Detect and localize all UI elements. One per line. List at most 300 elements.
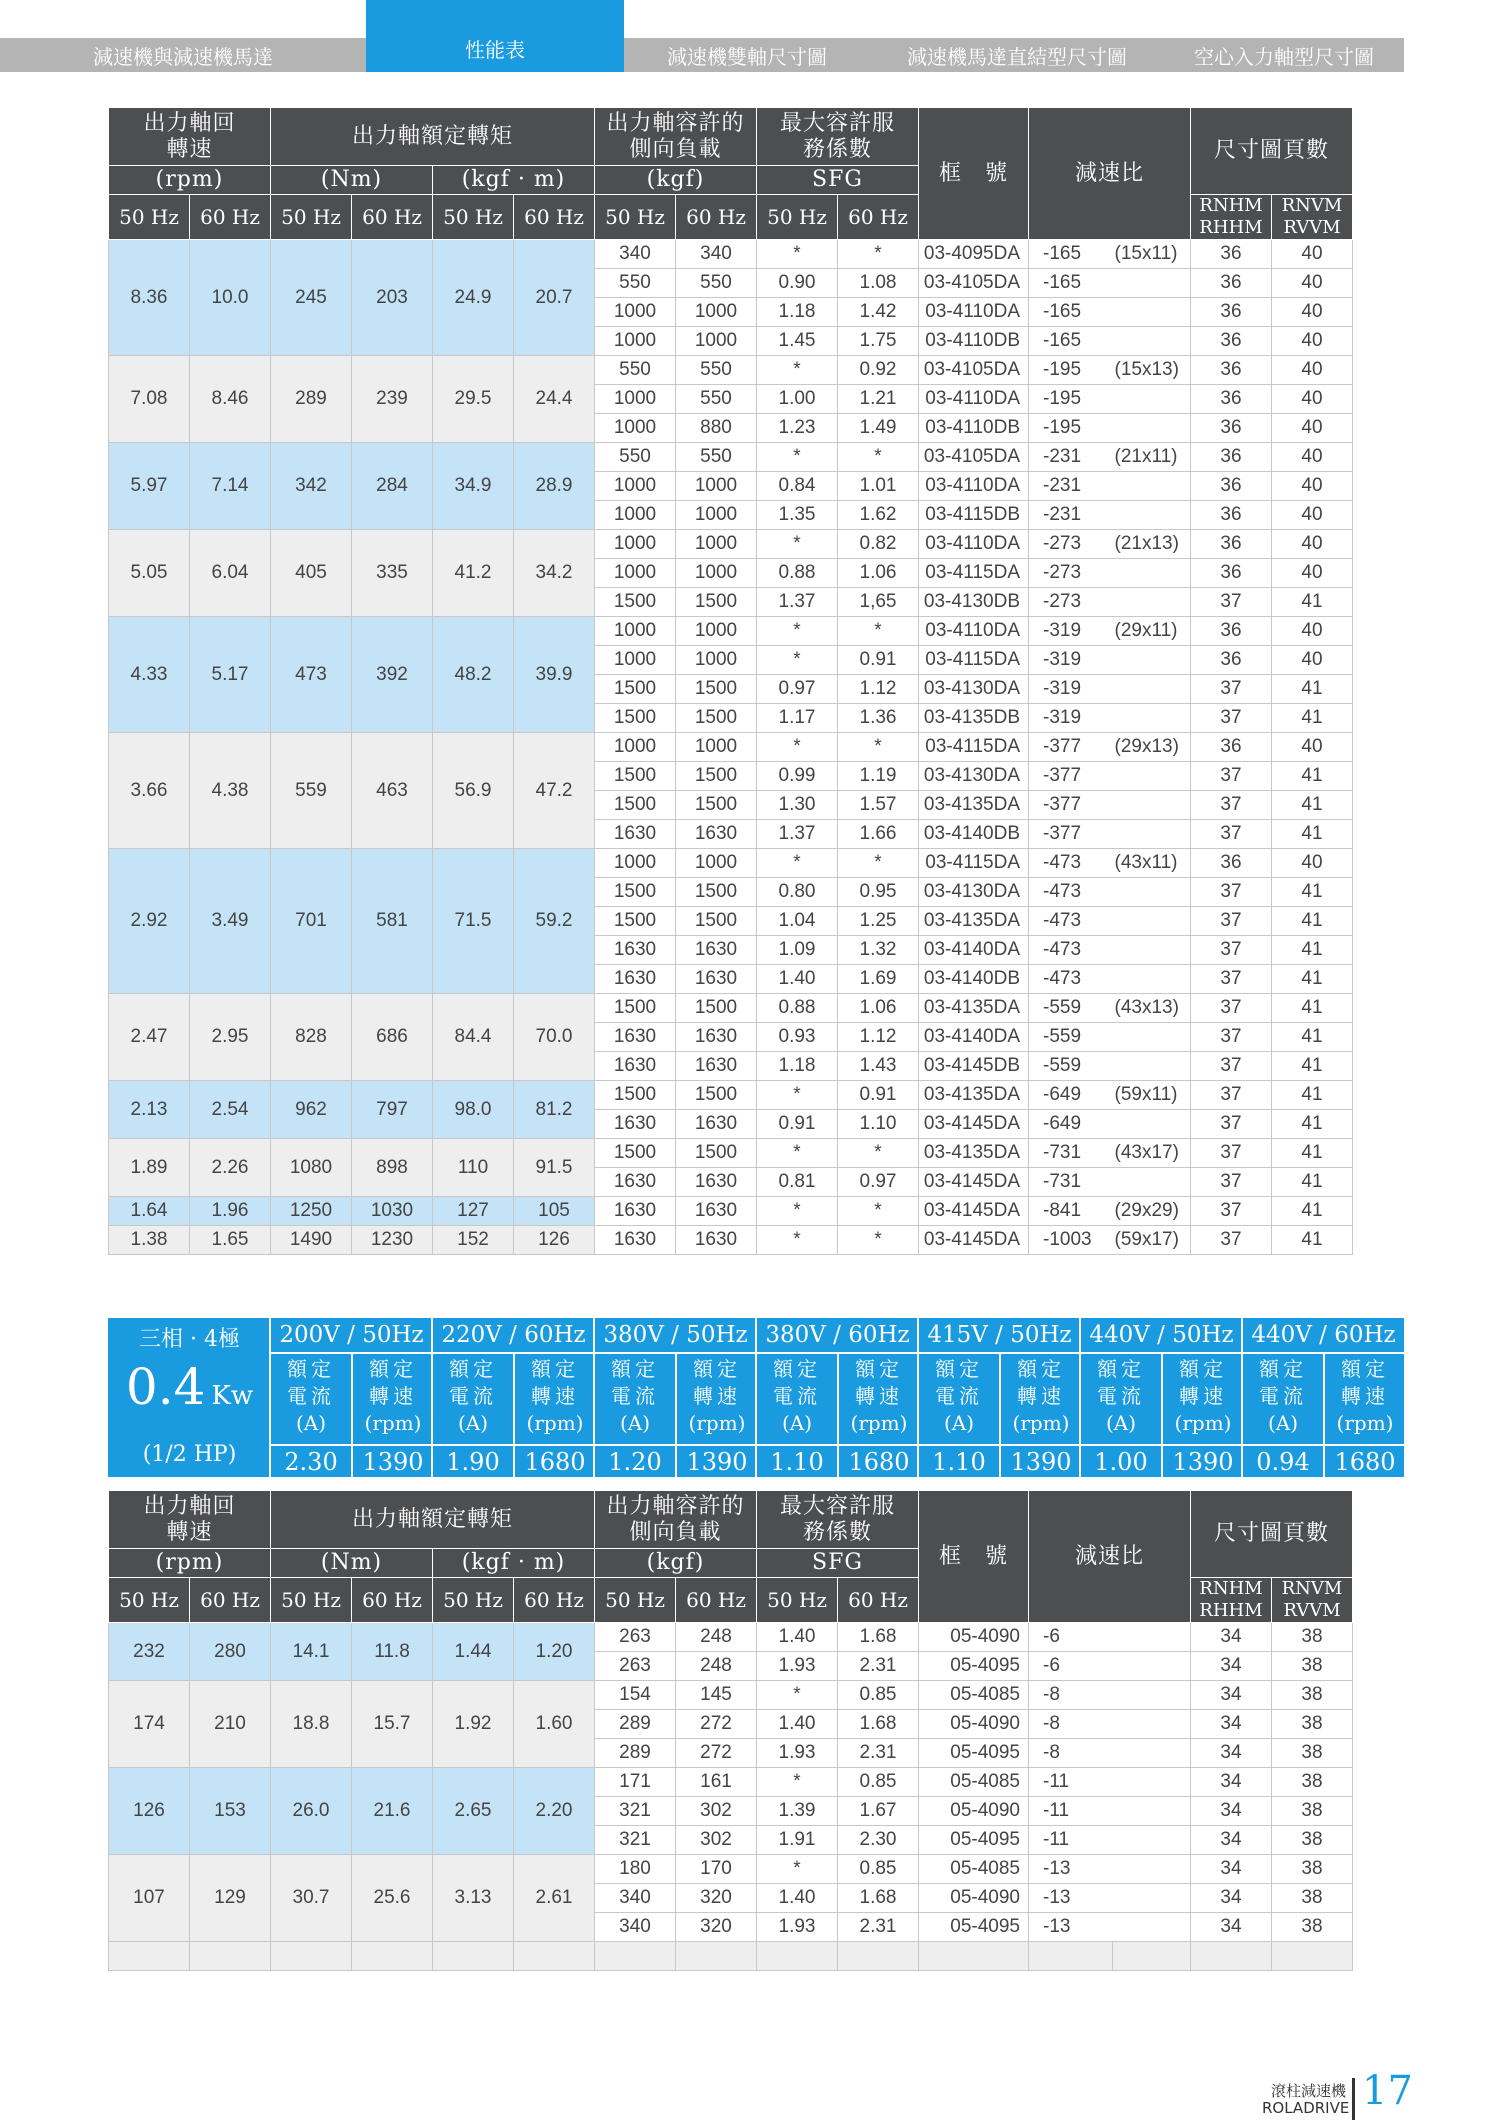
cell-1: 302 — [676, 1826, 757, 1855]
tab-1[interactable]: 減速機與減速機馬達 — [93, 45, 273, 69]
group-t60: 203 — [352, 240, 433, 356]
cell-2: * — [757, 443, 838, 472]
cell-0: 1500 — [595, 1081, 676, 1110]
group-t60: 11.8 — [352, 1623, 433, 1681]
cell-8: 40 — [1272, 617, 1353, 646]
header-hz50: 50 Hz — [271, 195, 352, 240]
cell-6 — [1113, 1826, 1191, 1855]
cell-1: 1500 — [676, 675, 757, 704]
header-hz50: 50 Hz — [433, 1578, 514, 1623]
cell-5: -195 — [1029, 356, 1113, 385]
cell-5: -13 — [1029, 1913, 1113, 1942]
current-value: 1.00 — [1081, 1444, 1161, 1479]
cell-7: 34 — [1191, 1652, 1272, 1681]
cell-3: 1.66 — [838, 820, 919, 849]
cell-8: 40 — [1272, 414, 1353, 443]
cell-4: 03-4145DA — [919, 1110, 1029, 1139]
speed-header — [1163, 1354, 1243, 1442]
group-s50: 2.13 — [109, 1081, 190, 1139]
cell-8: 41 — [1272, 1023, 1353, 1052]
current-label: 額定電流 — [611, 1357, 659, 1408]
cell-2: 1.40 — [757, 965, 838, 994]
voltage-label: 440V / 50Hz — [1081, 1318, 1242, 1354]
group-k50: 24.9 — [433, 240, 514, 356]
cell-8: 40 — [1272, 240, 1353, 269]
cell-6: (15x13) — [1113, 356, 1191, 385]
cell-6 — [1113, 1052, 1191, 1081]
cell-5: -473 — [1029, 936, 1113, 965]
tab-3[interactable]: 減速機雙軸尺寸圖 — [667, 45, 827, 69]
speed-label: 額定轉速 — [1017, 1357, 1065, 1408]
cell-3: 0.85 — [838, 1681, 919, 1710]
cell-1: 550 — [676, 385, 757, 414]
cell-4: 03-4110DA — [919, 530, 1029, 559]
cell-7: 37 — [1191, 675, 1272, 704]
cell-5: -1003 — [1029, 1226, 1113, 1255]
group-k50: 41.2 — [433, 530, 514, 617]
rpm-unit: (rpm) — [850, 1411, 908, 1435]
cell-0: 154 — [595, 1681, 676, 1710]
cell-8: 41 — [1272, 965, 1353, 994]
cell-6: (15x11) — [1113, 240, 1191, 269]
group-t60: 239 — [352, 356, 433, 443]
cell-7: 37 — [1191, 878, 1272, 907]
group-s50: 8.36 — [109, 240, 190, 356]
cell-6 — [1113, 414, 1191, 443]
cell-5: -195 — [1029, 385, 1113, 414]
cell-2: 1.17 — [757, 704, 838, 733]
speed-value: 1680 — [1325, 1444, 1405, 1479]
cell-4: 03-4095DA — [919, 240, 1029, 269]
cell-1: 1000 — [676, 501, 757, 530]
group-k50: 98.0 — [433, 1081, 514, 1139]
voltage-column — [269, 1318, 432, 1477]
table-row — [109, 240, 1353, 269]
cell-5: -273 — [1029, 559, 1113, 588]
cell-5: -273 — [1029, 588, 1113, 617]
cell-2: 0.97 — [757, 675, 838, 704]
cell-1: 1000 — [676, 849, 757, 878]
cell-8: 40 — [1272, 356, 1353, 385]
cell-1: 161 — [676, 1768, 757, 1797]
cell-6 — [1113, 1681, 1191, 1710]
cell-7: 34 — [1191, 1855, 1272, 1884]
cell-8: 41 — [1272, 704, 1353, 733]
group-k50: 84.4 — [433, 994, 514, 1081]
cell-1: 1630 — [676, 1052, 757, 1081]
cell-4: 03-4115DA — [919, 559, 1029, 588]
group-k50: 1.92 — [433, 1681, 514, 1768]
table-row-blank — [109, 1942, 1353, 1971]
cell-7: 36 — [1191, 298, 1272, 327]
cell-2: * — [757, 240, 838, 269]
cell-4: 03-4130DB — [919, 588, 1029, 617]
cell-6 — [1113, 675, 1191, 704]
cell-3: 1.32 — [838, 936, 919, 965]
cell-6: (29x11) — [1113, 617, 1191, 646]
group-k50: 29.5 — [433, 356, 514, 443]
cell-2: 1.30 — [757, 791, 838, 820]
cell-0: 263 — [595, 1652, 676, 1681]
cell-3: 1.10 — [838, 1110, 919, 1139]
table-row — [109, 1855, 1353, 1884]
speed-value: 1390 — [677, 1444, 757, 1479]
cell-6 — [1113, 965, 1191, 994]
amp-unit: (A) — [943, 1411, 975, 1435]
cell-6 — [1113, 1913, 1191, 1942]
cell-1: 1500 — [676, 588, 757, 617]
cell-4: 05-4095 — [919, 1913, 1029, 1942]
cell-0: 263 — [595, 1623, 676, 1652]
cell-0: 1500 — [595, 791, 676, 820]
brand-zh: 滾柱減速機 — [1270, 2082, 1346, 2100]
cell-6 — [1113, 1797, 1191, 1826]
speed-value: 1390 — [353, 1444, 433, 1479]
cell-8: 41 — [1272, 1197, 1353, 1226]
cell-2: * — [757, 733, 838, 762]
empty-cell — [757, 1942, 838, 1971]
cell-0: 1000 — [595, 559, 676, 588]
cell-8: 41 — [1272, 762, 1353, 791]
cell-1: 1500 — [676, 994, 757, 1023]
cell-4: 05-4095 — [919, 1826, 1029, 1855]
cell-2: * — [757, 1081, 838, 1110]
cell-8: 38 — [1272, 1623, 1353, 1652]
cell-5: -377 — [1029, 791, 1113, 820]
table-row — [109, 1139, 1353, 1168]
table-row — [109, 617, 1353, 646]
cell-1: 1000 — [676, 733, 757, 762]
cell-8: 40 — [1272, 646, 1353, 675]
empty-cell — [1191, 1942, 1272, 1971]
cell-5: -8 — [1029, 1739, 1113, 1768]
cell-1: 1500 — [676, 878, 757, 907]
cell-4: 05-4095 — [919, 1652, 1029, 1681]
cell-3: 0.95 — [838, 878, 919, 907]
empty-cell — [1272, 1942, 1353, 1971]
cell-1: 1630 — [676, 820, 757, 849]
empty-cell — [433, 1942, 514, 1971]
group-t50: 30.7 — [271, 1855, 352, 1942]
tab-5[interactable]: 空心入力軸型尺寸圖 — [1194, 45, 1374, 69]
voltage-column — [431, 1318, 594, 1477]
cell-1: 880 — [676, 414, 757, 443]
cell-2: 1.93 — [757, 1739, 838, 1768]
group-s50: 1.38 — [109, 1226, 190, 1255]
cell-4: 03-4110DB — [919, 414, 1029, 443]
group-s60: 5.17 — [190, 617, 271, 733]
cell-0: 1630 — [595, 1226, 676, 1255]
cell-1: 1500 — [676, 907, 757, 936]
cell-1: 1500 — [676, 762, 757, 791]
cell-4: 03-4140DA — [919, 1023, 1029, 1052]
cell-5: -319 — [1029, 675, 1113, 704]
group-t50: 405 — [271, 530, 352, 617]
header-hz50: 50 Hz — [595, 1578, 676, 1623]
rpm-unit: (rpm) — [1174, 1411, 1232, 1435]
cell-8: 38 — [1272, 1913, 1353, 1942]
cell-3: 1.21 — [838, 385, 919, 414]
cell-6 — [1113, 327, 1191, 356]
cell-6 — [1113, 878, 1191, 907]
cell-4: 03-4115DB — [919, 501, 1029, 530]
cell-3: 1.75 — [838, 327, 919, 356]
group-k60: 39.9 — [514, 617, 595, 733]
tab-4[interactable]: 減速機馬達直結型尺寸圖 — [907, 45, 1127, 69]
cell-7: 36 — [1191, 356, 1272, 385]
group-t60: 797 — [352, 1081, 433, 1139]
speed-label: 額定轉速 — [855, 1357, 903, 1408]
motor-phase: 三相 · 4極 — [139, 1327, 240, 1352]
cell-2: 0.90 — [757, 269, 838, 298]
cell-6 — [1113, 1739, 1191, 1768]
cell-8: 40 — [1272, 385, 1353, 414]
cell-8: 41 — [1272, 1139, 1353, 1168]
group-t50: 14.1 — [271, 1623, 352, 1681]
cell-2: 0.88 — [757, 559, 838, 588]
cell-4: 03-4105DA — [919, 269, 1029, 298]
cell-1: 1630 — [676, 1168, 757, 1197]
table-row — [109, 1226, 1353, 1255]
speed-header — [1001, 1354, 1081, 1442]
cell-1: 320 — [676, 1884, 757, 1913]
empty-cell — [919, 1942, 1029, 1971]
nav-tabs — [0, 38, 1404, 72]
cell-0: 321 — [595, 1797, 676, 1826]
cell-3: 1.42 — [838, 298, 919, 327]
header-hz60: 60 Hz — [838, 195, 919, 240]
group-s50: 174 — [109, 1681, 190, 1768]
cell-6: (59x11) — [1113, 1081, 1191, 1110]
table-row — [109, 1081, 1353, 1110]
group-t60: 392 — [352, 617, 433, 733]
group-s60: 7.14 — [190, 443, 271, 530]
table-row — [109, 1681, 1353, 1710]
cell-2: 1.18 — [757, 1052, 838, 1081]
group-t50: 473 — [271, 617, 352, 733]
voltage-label: 380V / 50Hz — [595, 1318, 756, 1354]
cell-0: 1000 — [595, 472, 676, 501]
cell-4: 03-4110DA — [919, 472, 1029, 501]
header-hz50: 50 Hz — [109, 195, 190, 240]
cell-0: 1000 — [595, 849, 676, 878]
table-row — [109, 443, 1353, 472]
cell-4: 03-4135DB — [919, 704, 1029, 733]
cell-1: 248 — [676, 1623, 757, 1652]
cell-0: 1000 — [595, 385, 676, 414]
cell-8: 38 — [1272, 1652, 1353, 1681]
voltage-column — [917, 1318, 1080, 1477]
cell-6 — [1113, 1168, 1191, 1197]
header-sfg: SFG — [757, 1549, 919, 1578]
cell-3: * — [838, 617, 919, 646]
cell-3: 1.69 — [838, 965, 919, 994]
cell-5: -165 — [1029, 327, 1113, 356]
cell-7: 34 — [1191, 1681, 1272, 1710]
cell-5: -231 — [1029, 501, 1113, 530]
cell-4: 05-4085 — [919, 1768, 1029, 1797]
speed-label: 額定轉速 — [531, 1357, 579, 1408]
header-hz50: 50 Hz — [433, 195, 514, 240]
cell-7: 36 — [1191, 617, 1272, 646]
voltage-label: 380V / 60Hz — [757, 1318, 918, 1354]
cell-6: (43x13) — [1113, 994, 1191, 1023]
cell-4: 03-4145DA — [919, 1197, 1029, 1226]
header-hz60: 60 Hz — [514, 1578, 595, 1623]
cell-7: 36 — [1191, 327, 1272, 356]
cell-8: 40 — [1272, 733, 1353, 762]
current-header — [595, 1354, 675, 1442]
cell-4: 05-4085 — [919, 1681, 1029, 1710]
cell-2: 1.09 — [757, 936, 838, 965]
current-header — [433, 1354, 513, 1442]
speed-header — [515, 1354, 595, 1442]
empty-cell — [352, 1942, 433, 1971]
voltage-label: 415V / 50Hz — [919, 1318, 1080, 1354]
cell-4: 03-4110DB — [919, 327, 1029, 356]
cell-2: 1.93 — [757, 1913, 838, 1942]
voltage-column — [755, 1318, 918, 1477]
cell-7: 37 — [1191, 1226, 1272, 1255]
cell-5: -377 — [1029, 733, 1113, 762]
header-side-load: 出力軸容許的側向負載 — [595, 108, 757, 166]
cell-1: 1630 — [676, 1110, 757, 1139]
cell-2: * — [757, 849, 838, 878]
header-hz60: 60 Hz — [190, 1578, 271, 1623]
cell-3: 1.08 — [838, 269, 919, 298]
empty-cell — [190, 1942, 271, 1971]
cell-5: -11 — [1029, 1768, 1113, 1797]
cell-7: 36 — [1191, 530, 1272, 559]
group-s50: 4.33 — [109, 617, 190, 733]
cell-5: -559 — [1029, 994, 1113, 1023]
cell-0: 321 — [595, 1826, 676, 1855]
cell-5: -319 — [1029, 617, 1113, 646]
header-torque: 出力軸額定轉矩 — [271, 108, 595, 166]
group-t50: 289 — [271, 356, 352, 443]
group-k60: 20.7 — [514, 240, 595, 356]
group-k50: 56.9 — [433, 733, 514, 849]
cell-3: 1.57 — [838, 791, 919, 820]
cell-0: 1630 — [595, 1168, 676, 1197]
cell-3: 0.85 — [838, 1768, 919, 1797]
cell-3: 1.25 — [838, 907, 919, 936]
cell-1: 272 — [676, 1739, 757, 1768]
header-hz50: 50 Hz — [757, 1578, 838, 1623]
group-k50: 71.5 — [433, 849, 514, 994]
cell-8: 38 — [1272, 1884, 1353, 1913]
group-s60: 280 — [190, 1623, 271, 1681]
cell-2: 1.00 — [757, 385, 838, 414]
cell-7: 37 — [1191, 936, 1272, 965]
header-nm: (Nm) — [271, 166, 433, 195]
cell-3: 1.68 — [838, 1884, 919, 1913]
group-s50: 3.66 — [109, 733, 190, 849]
cell-4: 03-4115DA — [919, 849, 1029, 878]
cell-2: 1.18 — [757, 298, 838, 327]
cell-7: 36 — [1191, 269, 1272, 298]
cell-0: 1000 — [595, 733, 676, 762]
cell-5: -731 — [1029, 1168, 1113, 1197]
group-k50: 152 — [433, 1226, 514, 1255]
cell-0: 1630 — [595, 1023, 676, 1052]
cell-2: 0.93 — [757, 1023, 838, 1052]
cell-7: 37 — [1191, 1110, 1272, 1139]
cell-4: 05-4085 — [919, 1855, 1029, 1884]
cell-0: 1000 — [595, 646, 676, 675]
cell-0: 1500 — [595, 907, 676, 936]
cell-0: 1630 — [595, 820, 676, 849]
cell-3: 0.91 — [838, 1081, 919, 1110]
cell-5: -165 — [1029, 269, 1113, 298]
cell-2: 1.23 — [757, 414, 838, 443]
group-t60: 25.6 — [352, 1855, 433, 1942]
group-k60: 47.2 — [514, 733, 595, 849]
cell-0: 340 — [595, 1884, 676, 1913]
cell-1: 340 — [676, 240, 757, 269]
cell-7: 34 — [1191, 1913, 1272, 1942]
group-t50: 342 — [271, 443, 352, 530]
rpm-unit: (rpm) — [688, 1411, 746, 1435]
group-s50: 232 — [109, 1623, 190, 1681]
cell-8: 41 — [1272, 994, 1353, 1023]
cell-3: 1.06 — [838, 559, 919, 588]
table-row — [109, 1768, 1353, 1797]
cell-7: 36 — [1191, 849, 1272, 878]
group-s60: 10.0 — [190, 240, 271, 356]
header-rpm: (rpm) — [109, 166, 271, 195]
cell-6 — [1113, 1652, 1191, 1681]
amp-unit: (A) — [457, 1411, 489, 1435]
group-s50: 5.05 — [109, 530, 190, 617]
group-t60: 686 — [352, 994, 433, 1081]
cell-4: 03-4130DA — [919, 762, 1029, 791]
cell-7: 37 — [1191, 1081, 1272, 1110]
cell-3: * — [838, 733, 919, 762]
cell-2: 0.91 — [757, 1110, 838, 1139]
current-header — [271, 1354, 351, 1442]
cell-0: 1630 — [595, 1052, 676, 1081]
group-k50: 110 — [433, 1139, 514, 1197]
table-row — [109, 849, 1353, 878]
cell-6 — [1113, 1023, 1191, 1052]
tab-2[interactable]: 性能表 — [366, 0, 624, 72]
current-label: 額定電流 — [773, 1357, 821, 1408]
cell-2: 1.40 — [757, 1623, 838, 1652]
group-k60: 105 — [514, 1197, 595, 1226]
cell-7: 37 — [1191, 762, 1272, 791]
cell-4: 03-4135DA — [919, 791, 1029, 820]
header-ratio: 減速比 — [1029, 1491, 1191, 1623]
cell-2: 0.99 — [757, 762, 838, 791]
cell-8: 40 — [1272, 501, 1353, 530]
cell-7: 37 — [1191, 588, 1272, 617]
cell-3: 1.01 — [838, 472, 919, 501]
cell-8: 41 — [1272, 1168, 1353, 1197]
current-label: 額定電流 — [1259, 1357, 1307, 1408]
cell-5: -13 — [1029, 1884, 1113, 1913]
group-s50: 7.08 — [109, 356, 190, 443]
amp-unit: (A) — [295, 1411, 327, 1435]
cell-3: * — [838, 1226, 919, 1255]
motor-hp: (1/2 HP) — [142, 1442, 237, 1467]
cell-6: (43x17) — [1113, 1139, 1191, 1168]
rpm-unit: (rpm) — [364, 1411, 422, 1435]
cell-6 — [1113, 501, 1191, 530]
cell-4: 03-4135DA — [919, 994, 1029, 1023]
group-k60: 1.60 — [514, 1681, 595, 1768]
speed-value: 1390 — [1163, 1444, 1243, 1479]
